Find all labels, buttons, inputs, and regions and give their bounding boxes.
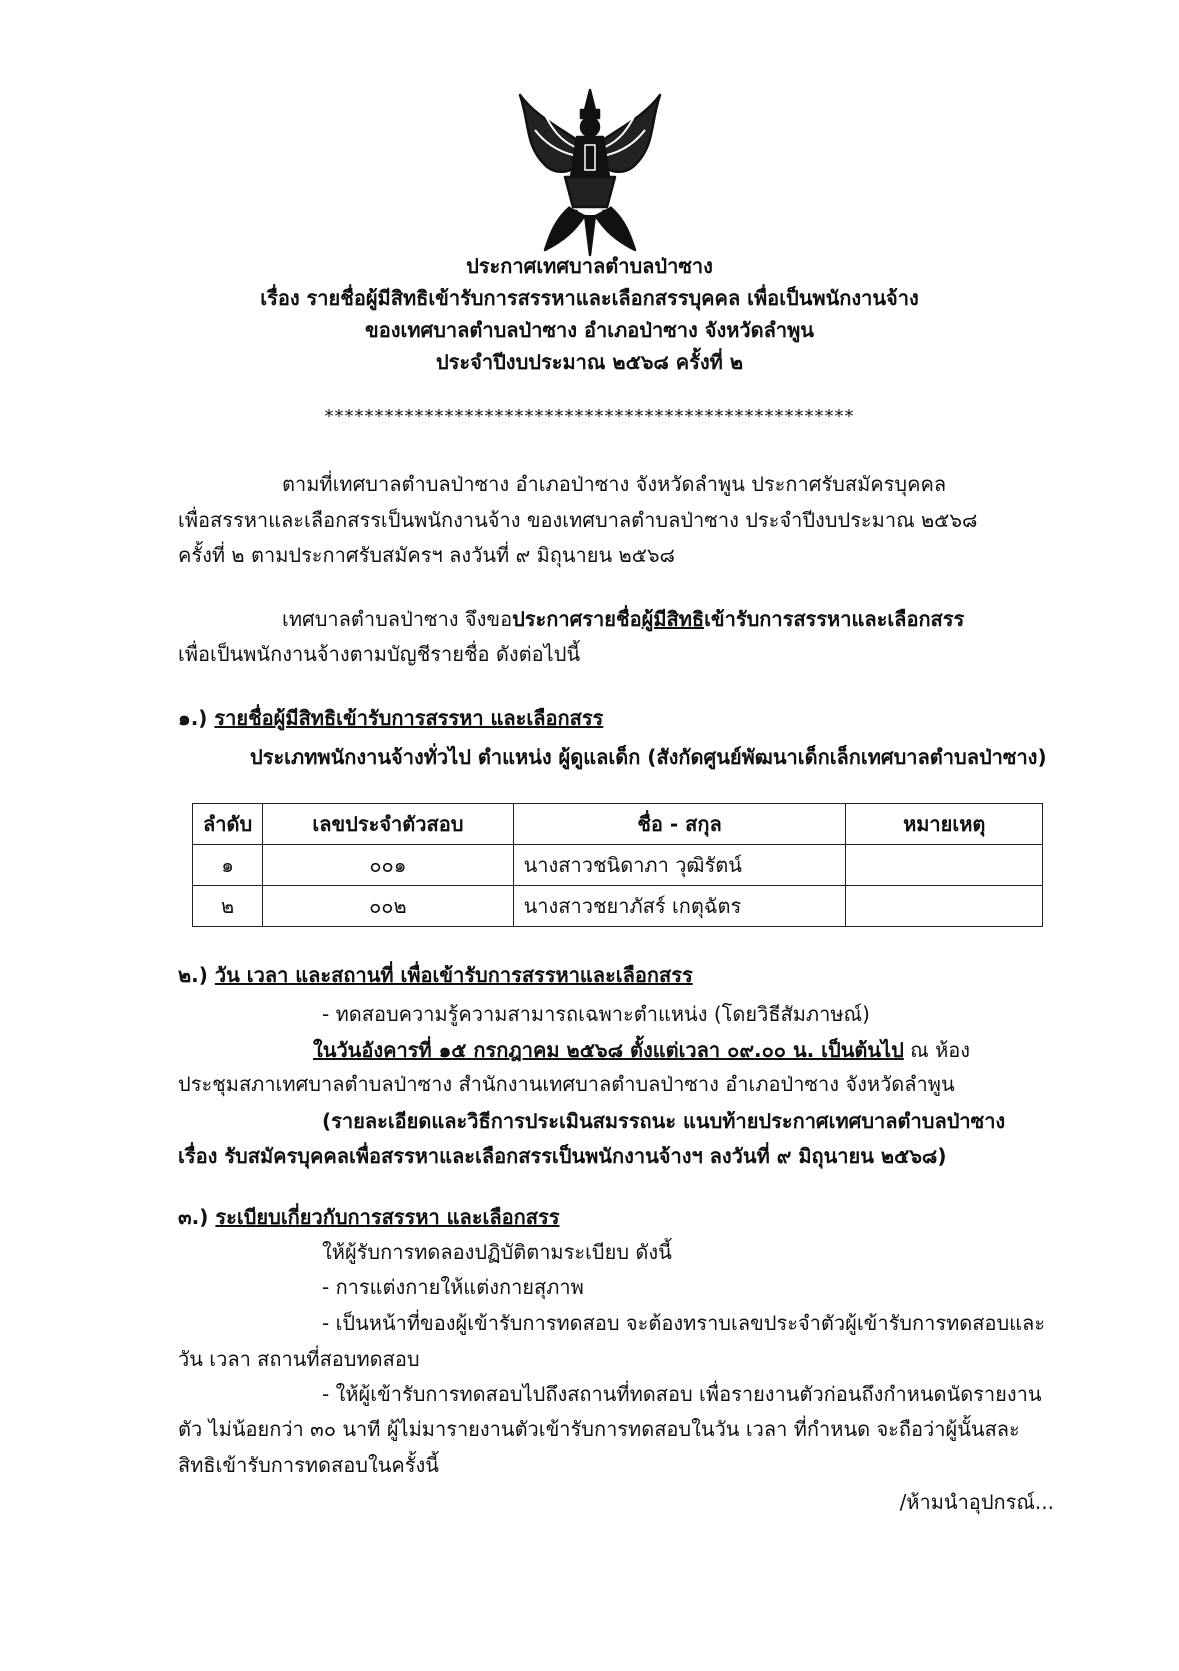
intro-bold-eligible: ผู้มีสิทธิ xyxy=(641,607,705,631)
cell-full-name: นางสาวชยาภัสร์ เกตุฉัตร xyxy=(513,886,846,927)
cell-full-name: นางสาวชนิดาภา วุฒิรัตน์ xyxy=(513,845,846,886)
intro-paragraph2-prefix: เทศบาลตำบลป่าซาง จึงขอ xyxy=(282,607,513,631)
section-1-title: รายชื่อผู้มีสิทธิเข้ารับการสรรหา และเลือกสรร xyxy=(214,706,604,730)
intro-bold-announce: ประกาศรายชื่อ xyxy=(512,607,642,631)
section-1-subheading: ประเภทพนักงานจ้างทั่วไป ตำแหน่ง ผู้ดูแลเด็ก (สังกัดศูนย์พัฒนาเด็กเล็กเทศบาลตำบลป่าซาง) xyxy=(250,745,1047,769)
section-1-number: ๑.) xyxy=(178,706,208,730)
subject-line-3: ประจำปีงบประมาณ ๒๕๖๘ ครั้งที่ ๒ xyxy=(435,350,744,374)
section-2-note-line-1: (รายละเอียดและวิธีการประเมินสมรรถนะ แนบท้ายประกาศเทศบาลตำบลป่าซาง xyxy=(322,1109,1006,1133)
section-2-note-line-2: เรื่อง รับสมัครบุคคลเพื่อสรรหาและเลือกสรรเป็นพนักงานจ้างฯ ลงวันที่ ๙ มิถุนายน ๒๕๖๘) xyxy=(178,1144,947,1168)
col-header-order: ลำดับ xyxy=(193,804,263,845)
section-3-item-2-line-2: วัน เวลา สถานที่สอบทดสอบ xyxy=(178,1347,420,1371)
eligible-candidates-table xyxy=(192,803,1043,927)
section-3-title: ระเบียบเกี่ยวกับการสรรหา และเลือกสรร xyxy=(215,1205,560,1229)
divider-stars: ***************************************************** xyxy=(324,406,855,427)
announcement-title: ประกาศเทศบาลตำบลป่าซาง xyxy=(466,254,713,278)
intro-paragraph-line-2: เพื่อสรรหาและเลือกสรรเป็นพนักงานจ้าง ของเทศบาลตำบลป่าซาง ประจำปีงบประมาณ ๒๕๖๘ xyxy=(178,508,978,532)
intro-paragraph2-line-1 xyxy=(282,605,964,633)
cell-remarks xyxy=(846,886,1043,927)
cell-order: ๒ xyxy=(193,886,263,927)
section-2-date-bold: ในวันอังคารที่ ๑๕ กรกฎาคม ๒๕๖๘ ตั้งแต่เวลา ๐๙.๐๐ น. เป็นต้นไป xyxy=(313,1038,904,1062)
col-header-full-name: ชื่อ - สกุล xyxy=(513,804,846,845)
table-header-row xyxy=(193,804,1043,845)
section-2-date-rest: ณ ห้อง xyxy=(903,1038,971,1062)
section-1-heading xyxy=(178,704,603,732)
col-header-exam-id: เลขประจำตัวสอบ xyxy=(263,804,513,845)
section-2-item-1: - ทดสอบความรู้ความสามารถเฉพาะตำแหน่ง (โดยวิธีสัมภาษณ์) xyxy=(322,1002,870,1026)
section-2-heading xyxy=(178,961,693,989)
col-header-remarks: หมายเหตุ xyxy=(846,804,1043,845)
section-3-item-2-line-1: - เป็นหน้าที่ของผู้เข้ารับการทดสอบ จะต้องทราบเลขประจำตัวผู้เข้ารับการทดสอบและ xyxy=(322,1311,1046,1335)
section-2-date-line xyxy=(313,1036,970,1064)
table-row xyxy=(193,886,1043,927)
cell-exam-id: ๐๐๑ xyxy=(263,845,513,886)
subject-line-2: ของเทศบาลตำบลป่าซาง อำเภอป่าซาง จังหวัดลำพูน xyxy=(365,318,814,342)
section-2-title: วัน เวลา และสถานที่ เพื่อเข้ารับการสรรหาและเลือกสรร xyxy=(214,963,693,987)
page-continuation-note: /ห้ามนำอุปกรณ์... xyxy=(899,1490,1054,1514)
intro-paragraph2-line-2: เพื่อเป็นพนักงานจ้างตามบัญชีรายชื่อ ดังต่อไปนี้ xyxy=(178,642,581,666)
section-3-lead: ให้ผู้รับการทดลองปฏิบัติตามระเบียบ ดังนี้ xyxy=(322,1240,672,1264)
section-3-item-3-line-2: ตัว ไม่น้อยกว่า ๓๐ นาที ผู้ไม่มารายงานตัวเข้ารับการทดสอบในวัน เวลา ที่กำหนด จะถือว่าผู้นั้นสละ xyxy=(178,1417,1020,1441)
intro-bold-selection: เข้ารับการสรรหาและเลือกสรร xyxy=(704,607,965,631)
section-2-number: ๒.) xyxy=(178,963,208,987)
cell-order: ๑ xyxy=(193,845,263,886)
section-2-place: ประชุมสภาเทศบาลตำบลป่าซาง สำนักงานเทศบาลตำบลป่าซาง อำเภอป่าซาง จังหวัดลำพูน xyxy=(178,1072,955,1096)
subject-line-1: เรื่อง รายชื่อผู้มีสิทธิเข้ารับการสรรหาและเลือกสรรบุคคล เพื่อเป็นพนักงานจ้าง xyxy=(260,286,919,310)
table-row xyxy=(193,845,1043,886)
section-3-number: ๓.) xyxy=(178,1205,209,1229)
cell-remarks xyxy=(846,845,1043,886)
cell-exam-id: ๐๐๒ xyxy=(263,886,513,927)
intro-paragraph-line-3: ครั้งที่ ๒ ตามประกาศรับสมัครฯ ลงวันที่ ๙ มิถุนายน ๒๕๖๘ xyxy=(178,543,675,567)
intro-paragraph-line-1: ตามที่เทศบาลตำบลป่าซาง อำเภอป่าซาง จังหวัดลำพูน ประกาศรับสมัครบุคคล xyxy=(282,472,947,496)
section-3-item-3-line-1: - ให้ผู้เข้ารับการทดสอบไปถึงสถานที่ทดสอบ เพื่อรายงานตัวก่อนถึงกำหนดนัดรายงาน xyxy=(322,1382,1042,1406)
section-3-item-3-line-3: สิทธิเข้ารับการทดสอบในครั้งนี้ xyxy=(178,1453,439,1477)
garuda-emblem-icon xyxy=(515,85,665,260)
section-3-heading xyxy=(178,1203,559,1231)
section-3-item-1: - การแต่งกายให้แต่งกายสุภาพ xyxy=(322,1275,584,1299)
